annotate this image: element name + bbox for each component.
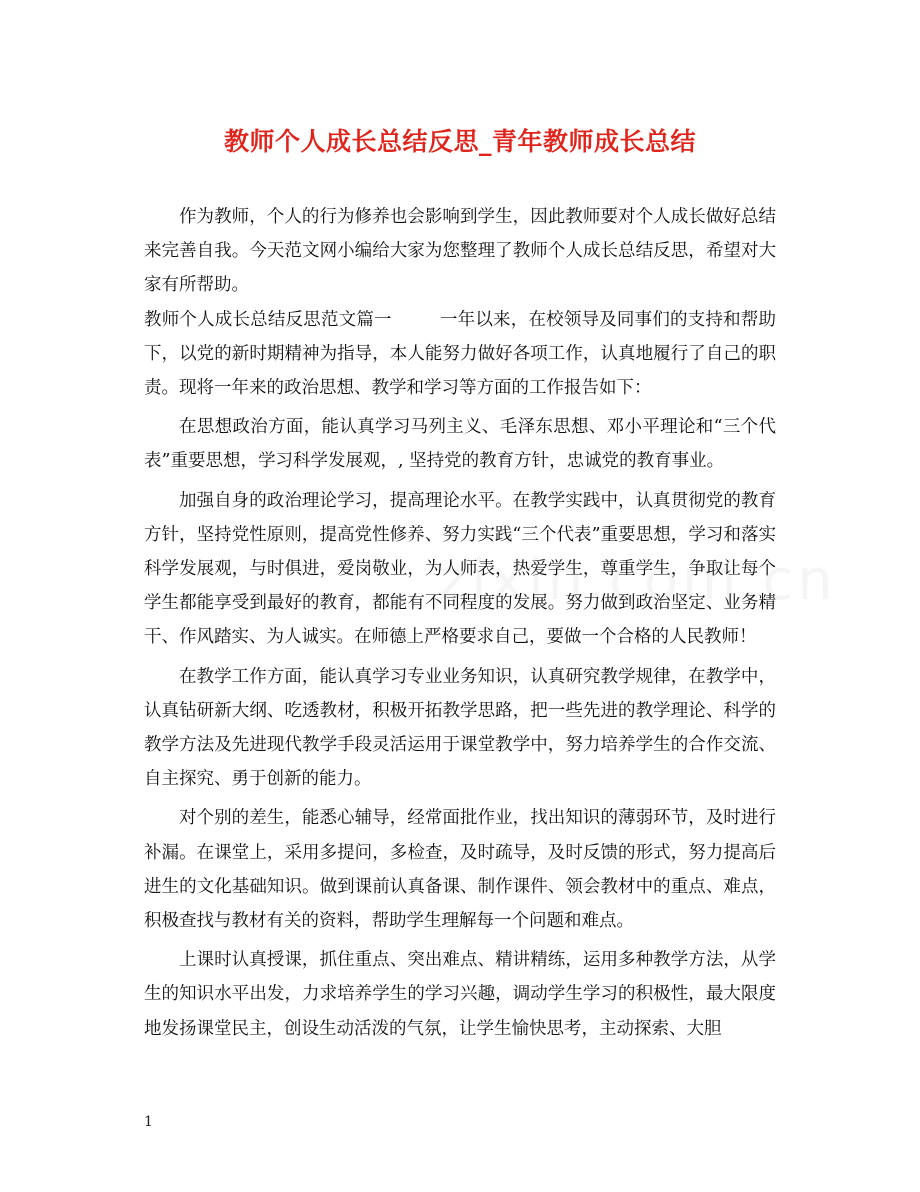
paragraph-classroom: 上课时认真授课，抓住重点、突出难点、精讲精练，运用多种教学方法，从学生的知识水平出发，力求培养学生的学习兴趣，调动学生学习的积极性，最大限度地发扬课堂民主，创设生动活泼的气氛，让学生愉快思考，主动探索、大胆 <box>144 950 776 1039</box>
paragraph-theory: 加强自身的政治理论学习，提高理论水平。在教学实践中，认真贯彻党的教育方针，坚持党性原则，提高党性修养、努力实践“三个代表”重要思想，学习和落实科学发展观，与时俱进，爱岗敬业，为人师表，热爱学生，尊重学生，争取让每个学生都能享受到最好的教育，都能有不同程度的发展。努力做到政治坚定、业务精干、作风踏实、为人诚实。在师德上严格要求自己，要做一个合格的人民教师！ <box>144 490 776 648</box>
paragraph-intro: 作为教师，个人的行为修养也会影响到学生，因此教师要对个人成长做好总结来完善自我。今天范文网小编给大家为您整理了教师个人成长总结反思，希望对大家有所帮助。 <box>144 207 776 296</box>
sample-text: 一年以来，在校领导及同事们的支持和帮助下，以党的新时期精神为指导，本人能努力做好各项工作，认真地履行了自己的职责。现将一年来的政治思想、教学和学习等方面的工作报告如下： <box>144 309 777 399</box>
paragraph-tutoring: 对个别的差生，能悉心辅导，经常面批作业，找出知识的薄弱环节，及时进行补漏。在课堂上，采用多提问，多检查，及时疏导，及时反馈的形式，努力提高后进生的文化基础知识。做到课前认真备课、制作课件、领会教材中的重点、难点，积极查找与教材有关的资料，帮助学生理解每一个问题和难点。 <box>144 808 776 932</box>
paragraph-sample-one <box>144 303 776 406</box>
document-title: 教师个人成长总结反思_青年教师成长总结 <box>223 127 696 156</box>
paragraph-teaching: 在教学工作方面，能认真学习专业业务知识，认真研究教学规律，在教学中，认真钻研新大纲、吃透教材，积极开拓教学思路，把一些先进的教学理论、科学的教学方法及先进现代教学手段灵活运用于课堂教学中，努力培养学生的合作交流、自主探究、勇于创新的能力。 <box>144 666 776 790</box>
paragraph-politics: 在思想政治方面，能认真学习马列主义、毛泽东思想、邓小平理论和“三个代表”重要思想，学习科学发展观，, 坚持党的教育方针，忠诚党的教育事业。 <box>144 417 776 472</box>
page-number: 1 <box>144 1114 153 1130</box>
document-body <box>144 200 776 1051</box>
sample-heading: 教师个人成长总结反思范文篇一 <box>144 309 392 330</box>
